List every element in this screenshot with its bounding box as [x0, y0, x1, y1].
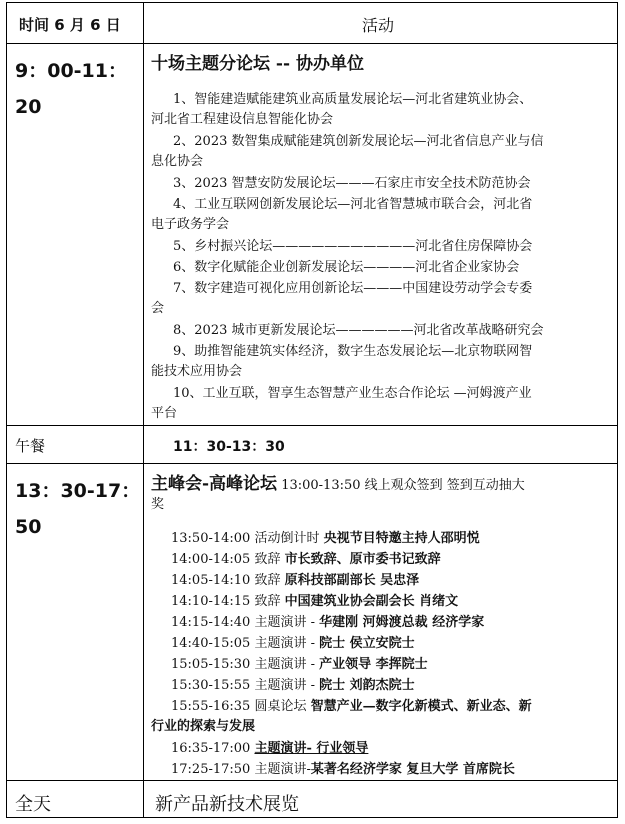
- agenda-type: 致辞: [254, 594, 281, 609]
- agenda-detail: 院士 侯立安院士: [319, 636, 415, 651]
- forum-item: 息化协会: [151, 154, 204, 169]
- agenda-detail: 某著名经济学家 复旦大学 首席院长: [310, 762, 515, 777]
- agenda-type: 致辞: [254, 573, 281, 588]
- forum-item: 3、2023 智慧安防发展论坛———石家庄市安全技术防范协会: [173, 176, 531, 191]
- allday-label: 全天: [15, 794, 51, 815]
- forum-item: 河北省工程建设信息智能化协会: [151, 112, 334, 127]
- agenda-type: 主题演讲-: [254, 762, 311, 777]
- row-divider: [7, 425, 617, 426]
- agenda-time: 17:25-17:50: [171, 762, 251, 777]
- column-divider: [143, 3, 144, 817]
- agenda-row: [171, 699, 532, 715]
- agenda-time: 13:50-14:00: [171, 531, 251, 546]
- forum-item: 会: [151, 301, 165, 316]
- forum-item: 7、数字建造可视化应用创新论坛———中国建设劳动学会专委: [173, 281, 533, 296]
- afternoon-time-line2: 50: [15, 516, 42, 538]
- afternoon-time-line1: 13：30-17：: [15, 480, 141, 502]
- agenda-row: [171, 552, 441, 568]
- agenda-time: 16:35-17:00: [171, 741, 251, 756]
- agenda-row-continued: 行业的探索与发展: [151, 719, 256, 734]
- agenda-type: 主题演讲 -: [254, 657, 315, 672]
- forum-item: 10、工业互联，智享生态智慧产业生态合作论坛 —河姆渡产业: [173, 386, 532, 401]
- agenda-row: [171, 657, 428, 673]
- summit-title-line: [151, 476, 525, 494]
- lunch-time: 11：30-13：30: [173, 439, 285, 455]
- agenda-type: 主题演讲 -: [254, 636, 315, 651]
- summit-note-line2: 奖: [151, 497, 165, 512]
- forum-item: 平台: [151, 406, 178, 421]
- agenda-detail: 市长致辞、原市委书记致辞: [284, 552, 441, 567]
- morning-time-line2: 20: [15, 96, 42, 118]
- agenda-detail: 主题演讲- 行业领导: [254, 741, 369, 756]
- agenda-row: [171, 594, 458, 610]
- agenda-time: 15:55-16:35: [171, 699, 251, 714]
- activity-header: 活动: [362, 16, 395, 35]
- row-divider: [7, 43, 617, 44]
- allday-activity: 新产品新技术展览: [155, 794, 299, 815]
- summit-note: 13:00-13:50 线上观众签到 签到互动抽大: [277, 478, 525, 493]
- morning-activity: [151, 54, 617, 421]
- agenda-row: [171, 636, 415, 652]
- morning-time: [15, 53, 127, 125]
- agenda-time: 14:15-14:40: [171, 615, 251, 630]
- row-divider: [7, 780, 617, 781]
- lunch-label: 午餐: [15, 437, 46, 455]
- forum-item: 4、工业互联网创新发展论坛—河北省智慧城市联合会，河北省: [173, 197, 533, 212]
- row-divider: [7, 463, 617, 464]
- morning-time-line1: 9：00-11：: [15, 60, 127, 82]
- afternoon-time: [15, 473, 140, 545]
- agenda-time: 14:10-14:15: [171, 594, 251, 609]
- date-header: 时间 6 月 6 日: [19, 16, 121, 34]
- agenda-row: [171, 531, 480, 547]
- agenda-detail: 院士 刘韵杰院士: [319, 678, 415, 693]
- agenda-time: 14:00-14:05: [171, 552, 251, 567]
- agenda-time: 15:30-15:55: [171, 678, 251, 693]
- agenda-row: [171, 762, 515, 778]
- agenda-type: 活动倒计时: [254, 531, 320, 546]
- agenda-detail: 央视节目特邀主持人邵明悦: [323, 531, 480, 546]
- forum-item: 电子政务学会: [151, 217, 230, 232]
- agenda-row: [171, 741, 368, 757]
- schedule-table: [6, 2, 618, 818]
- forum-item: 能技术应用协会: [151, 364, 243, 379]
- forum-item: 5、乡村振兴论坛———————————河北省住房保障协会: [173, 239, 533, 254]
- agenda-detail: 中国建筑业协会副会长 肖绪文: [284, 594, 459, 609]
- forum-section-title: 十场主题分论坛 -- 协办单位: [151, 54, 364, 74]
- agenda-type: 主题演讲 -: [254, 678, 315, 693]
- agenda-type: 圆桌论坛: [254, 699, 307, 714]
- forum-item: 2、2023 数智集成赋能建筑创新发展论坛—河北省信息产业与信: [173, 134, 544, 149]
- forum-item: 6、数字化赋能企业创新发展论坛————河北省企业家协会: [173, 260, 520, 275]
- agenda-time: 14:40-15:05: [171, 636, 251, 651]
- agenda-detail: 智慧产业—数字化新模式、新业态、新: [310, 699, 532, 714]
- agenda-time: 14:05-14:10: [171, 573, 251, 588]
- agenda-type: 致辞: [254, 552, 281, 567]
- forum-item: 1、智能建造赋能建筑业高质量发展论坛—河北省建筑业协会、: [173, 92, 533, 107]
- agenda-time: 15:05-15:30: [171, 657, 251, 672]
- afternoon-activity: [151, 476, 617, 776]
- summit-title: 主峰会-高峰论坛: [151, 474, 278, 494]
- agenda-detail: 原科技部副部长 吴忠泽: [284, 573, 420, 588]
- agenda-row: [171, 615, 484, 631]
- forum-item: 9、助推智能建筑实体经济，数字生态发展论坛—北京物联网智: [173, 344, 533, 359]
- agenda-detail: 华建刚 河姆渡总裁 经济学家: [319, 615, 485, 630]
- agenda-type: 主题演讲 -: [254, 615, 315, 630]
- agenda-row: [171, 678, 415, 694]
- forum-item: 8、2023 城市更新发展论坛——————河北省改革战略研究会: [173, 323, 544, 338]
- agenda-detail: 产业领导 李挥院士: [319, 657, 428, 672]
- agenda-row: [171, 573, 419, 589]
